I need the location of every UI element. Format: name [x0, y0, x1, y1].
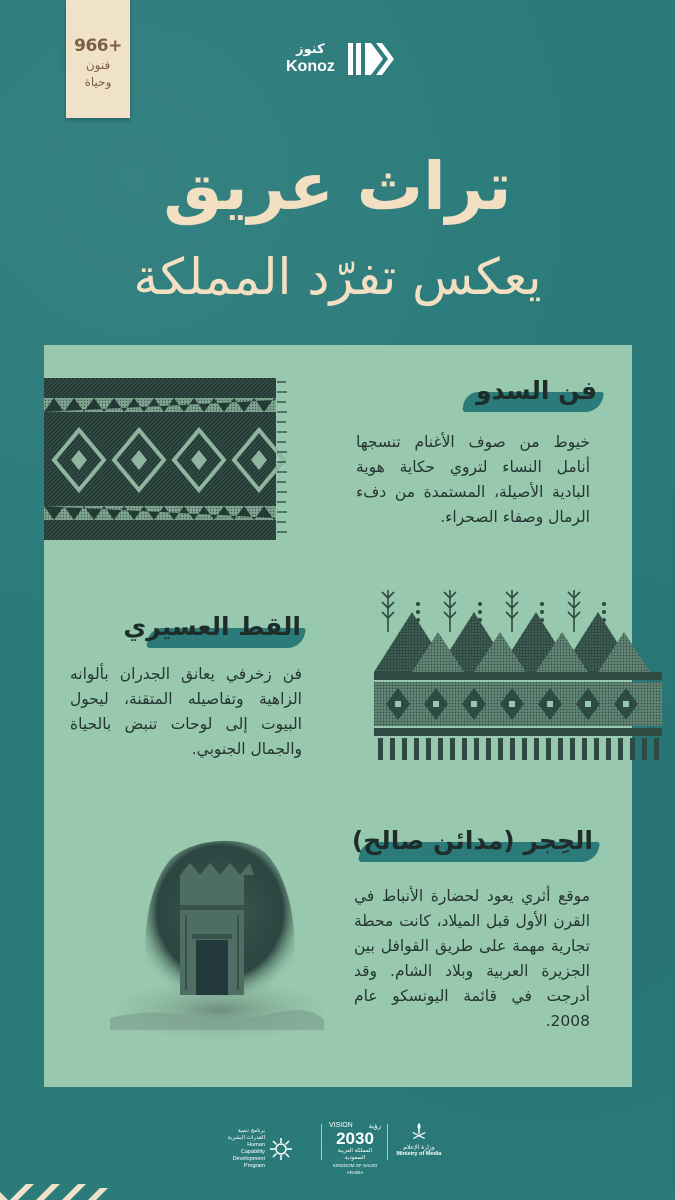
footer-logos	[225, 1118, 450, 1175]
sadu-weaving-illustration	[44, 378, 288, 540]
tag-line-1: فنون	[85, 58, 111, 72]
section-title-qatt: القط العسيري	[123, 612, 301, 641]
main-title: تراث عريق	[163, 148, 512, 225]
konoz-logo	[286, 40, 398, 80]
section-text-hegra: موقع أثري يعود لحضارة الأنباط في القرن الأول قبل الميلاد، كانت محطة تجارية مهمة على طريق القوافل بين الجزيرة العربية وبلاد الشام. وقد أدرجت في قائمة اليونسكو عام 2008.	[354, 887, 590, 1030]
section-text-sadu: خيوط من صوف الأغنام تنسجها أنامل النساء لتروي حكاية هوية البادية الأصيلة، المستمدة من دفء الرمال وصفاء الصحراء.	[356, 433, 590, 526]
corner-chevrons-decoration	[0, 1178, 110, 1200]
vision-sub-en: KINGDOM OF SAUDI ARABIA	[332, 1163, 377, 1175]
ministry-text-ar: وزارة الإعلام	[403, 1144, 435, 1151]
vision-year: 2030	[336, 1129, 374, 1148]
konoz-mark-icon	[346, 42, 396, 76]
vision-text-ar: رؤية	[368, 1122, 381, 1130]
hcdp-text-ar: برنامج تنمية القدرات البشرية	[227, 1128, 265, 1141]
vision-2030-logo	[329, 1122, 381, 1176]
hcdp-logo	[225, 1128, 297, 1170]
footer-divider	[321, 1124, 322, 1160]
section-title-hegra: الحِجر (مدائن صالح)	[351, 826, 593, 855]
hcdp-text-en: Human Capability Development Program	[232, 1142, 265, 1169]
logo-text-en: Konoz	[286, 58, 335, 75]
tag-line-2: وحياة	[84, 75, 112, 89]
hegra-tomb-illustration	[110, 830, 324, 1040]
vision-text-en: VISION	[329, 1122, 353, 1129]
tag-number: 966+	[74, 36, 122, 56]
vision-sub-ar: المملكة العربية السعودية	[337, 1148, 373, 1161]
series-tag	[66, 0, 130, 118]
saudi-emblem-icon	[410, 1122, 428, 1140]
main-subtitle: يعكس تفرّد المملكة	[133, 248, 542, 306]
section-title-sadu: فن السدو	[476, 376, 597, 405]
hcdp-emblem-icon	[269, 1137, 293, 1161]
section-text-qatt: فن زخرفي يعانق الجدران بألوانه الزاهية وتفاصيله المتقنة، ليحول البيوت إلى لوحات تنبض بالحياة والجمال الجنوبي.	[70, 665, 302, 758]
qatt-asiri-illustration	[358, 582, 662, 772]
ministry-of-media-logo	[393, 1122, 445, 1158]
footer-divider	[387, 1124, 388, 1160]
logo-text	[286, 42, 335, 76]
ministry-text-en: Ministry of Media	[396, 1151, 442, 1157]
logo-text-ar: كنوز	[296, 42, 325, 57]
